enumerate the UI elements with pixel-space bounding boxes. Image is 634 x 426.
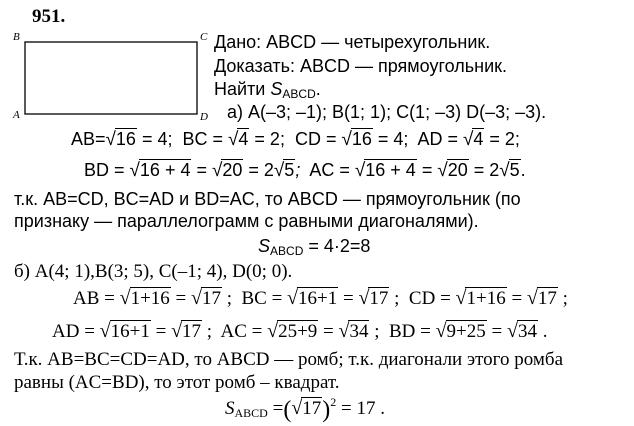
- b-ab-radicand2: 17: [201, 288, 221, 309]
- b-ac-mid: =: [318, 321, 339, 342]
- part-a-lengths: [71, 128, 520, 150]
- bd-mid: =: [191, 160, 212, 180]
- b-bd-lhs: BD =: [388, 321, 431, 342]
- b-cd-mid: =: [506, 288, 527, 309]
- b-ad-radicand: 16+1: [110, 321, 150, 342]
- bc-radicand: 4: [238, 129, 249, 149]
- b-bd-sqrt: √9+25: [435, 320, 486, 342]
- bd-sqrt1: √16 + 4: [129, 160, 191, 181]
- ad-rhs: = 2;: [484, 129, 520, 149]
- part-b-text-1: Т.к. AB=BC=CD=AD, то ABCD — ромб; т.к. диагонали этого ромба: [14, 349, 564, 370]
- part-a-diagonals: [84, 159, 526, 181]
- part-b-lengths-2: [52, 320, 547, 342]
- bd-sqrt3: √5: [273, 160, 295, 181]
- area-b-pow: 2: [330, 395, 337, 409]
- ad-sqrt: √4: [463, 129, 484, 150]
- prove-line: Доказать: ABCD — прямоугольник.: [214, 56, 508, 76]
- b-ad-mid: =: [150, 321, 172, 342]
- b-cd-end: ;: [557, 288, 568, 309]
- b-bd-radicand: 9+25: [446, 321, 486, 342]
- part-a-area: [258, 237, 370, 257]
- rectangle-shape: [25, 42, 197, 114]
- bd-sqrt2: √20: [211, 160, 243, 181]
- bd-radicand2: 20: [222, 160, 243, 180]
- b-cd-radicand: 1+16: [466, 288, 506, 309]
- bd-mid2: = 2: [243, 160, 274, 180]
- b-ad-sqrt2: √17: [171, 320, 202, 342]
- b-bc-sqrt: √16+1: [287, 287, 338, 309]
- area-b-radicand: 17: [302, 398, 322, 419]
- bc-sqrt: √4: [228, 129, 249, 150]
- b-bc-sqrt2: √17: [358, 287, 389, 309]
- b-cd-sqrt: √1+16: [455, 287, 506, 309]
- ac-end: .: [520, 160, 526, 180]
- bc-rhs: = 2;: [249, 129, 285, 149]
- b-ac-end: ;: [369, 321, 380, 342]
- b-ad-end: ;: [202, 321, 213, 342]
- bd-radicand1: 16 + 4: [139, 160, 191, 180]
- area-b-eq: =: [267, 398, 284, 419]
- b-ac-sqrt2: √34: [338, 320, 369, 342]
- ab-radicand: 16: [115, 129, 136, 149]
- vertex-label-c: C: [200, 31, 208, 43]
- b-ab-end: ;: [221, 288, 232, 309]
- b-cd-radicand2: 17: [537, 288, 557, 309]
- b-ab-sqrt2: √17: [191, 287, 221, 309]
- b-bc-radicand2: 17: [369, 288, 389, 309]
- ac-mid: =: [416, 160, 438, 180]
- area-a-sub: ABCD: [270, 244, 304, 258]
- find-prefix: Найти: [214, 79, 271, 99]
- b-bd-radicand2: 34: [517, 321, 537, 342]
- ac-mid2: = 2: [468, 160, 500, 180]
- b-ad-lhs: AD =: [52, 321, 95, 342]
- b-ab-sqrt: √1+16: [119, 287, 170, 309]
- b-cd-lhs: CD =: [408, 288, 451, 309]
- ad-lhs: AD =: [417, 129, 458, 149]
- ac-sqrt2: √20: [437, 160, 468, 181]
- area-b-s: S: [225, 398, 235, 419]
- bd-radicand3: 5: [284, 160, 295, 180]
- area-b-rhs: = 17 .: [336, 398, 385, 419]
- b-bc-radicand: 16+1: [298, 288, 338, 309]
- ac-radicand2: 20: [447, 160, 468, 180]
- b-bd-sqrt2: √34: [506, 320, 537, 342]
- find-suffix: .: [315, 79, 321, 99]
- ab-rhs: = 4;: [136, 129, 173, 149]
- cd-rhs: = 4;: [372, 129, 409, 149]
- b-ad-sqrt: √16+1: [99, 320, 150, 342]
- part-b-area: [225, 396, 385, 422]
- ac-lhs: AC =: [309, 160, 350, 180]
- ac-sqrt1: √16 + 4: [354, 160, 416, 181]
- area-b-sqrt: √17: [291, 397, 322, 419]
- ad-radicand: 4: [473, 129, 484, 149]
- part-b-text-2: равны (AC=BD), то этот ромб – квадрат.: [14, 372, 340, 393]
- cd-sqrt: √16: [341, 129, 372, 150]
- rectangle-diagram: [10, 28, 210, 123]
- b-ac-radicand: 25+9: [278, 321, 318, 342]
- bc-lhs: BC =: [182, 129, 224, 149]
- ac-sqrt3: √5: [499, 160, 520, 181]
- b-ac-sqrt: √25+9: [267, 320, 318, 342]
- b-ad-radicand2: 17: [182, 321, 202, 342]
- b-bc-end: ;: [389, 288, 400, 309]
- b-bc-mid: =: [338, 288, 359, 309]
- b-ab-radicand: 1+16: [130, 288, 170, 309]
- problem-number: 951.: [32, 6, 66, 27]
- area-a-s: S: [258, 236, 271, 256]
- part-a-header: а) A(–3; –1); B(1; 1); C(1; –3) D(–3; –3).: [227, 102, 547, 122]
- b-ab-mid: =: [170, 288, 191, 309]
- b-ab-lhs: AB =: [73, 288, 115, 309]
- ab-lhs: AB=: [71, 129, 106, 149]
- ac-radicand1: 16 + 4: [365, 160, 416, 180]
- find-line: [214, 80, 321, 100]
- vertex-label-a: A: [13, 109, 20, 121]
- area-b-open: (: [283, 397, 292, 423]
- area-b-sub: ABCD: [234, 406, 268, 420]
- b-bd-mid: =: [486, 321, 507, 342]
- bd-end: ;: [295, 160, 301, 180]
- part-a-text-2: признаку — параллелограмм с равными диагоналями).: [14, 211, 479, 231]
- part-b-header: б) A(4; 1),B(3; 5), C(–1; 4), D(0; 0).: [14, 261, 293, 282]
- given-line: Дано: ABCD — четырехугольник.: [214, 32, 491, 52]
- ac-radicand3: 5: [509, 160, 520, 180]
- b-cd-sqrt2: √17: [526, 287, 557, 309]
- ab-sqrt: √16: [105, 129, 136, 150]
- vertex-label-b: B: [13, 31, 20, 43]
- cd-lhs: CD =: [294, 129, 337, 149]
- b-bc-lhs: BC =: [241, 288, 283, 309]
- part-b-lengths-1: [73, 287, 568, 309]
- find-sub: ABCD: [282, 87, 316, 101]
- b-bd-end: .: [537, 321, 548, 342]
- vertex-label-d: D: [200, 111, 208, 123]
- b-ac-lhs: AC =: [220, 321, 263, 342]
- area-a-rhs: = 4·2=8: [303, 236, 371, 256]
- b-ac-radicand2: 34: [349, 321, 369, 342]
- part-a-text-1: т.к. AB=CD, BC=AD и BD=AC, то ABCD — прямоугольник (по: [14, 189, 521, 209]
- bd-lhs: BD =: [84, 160, 125, 180]
- find-s: S: [270, 79, 283, 99]
- area-b-close: ): [322, 397, 331, 423]
- cd-radicand: 16: [351, 129, 372, 149]
